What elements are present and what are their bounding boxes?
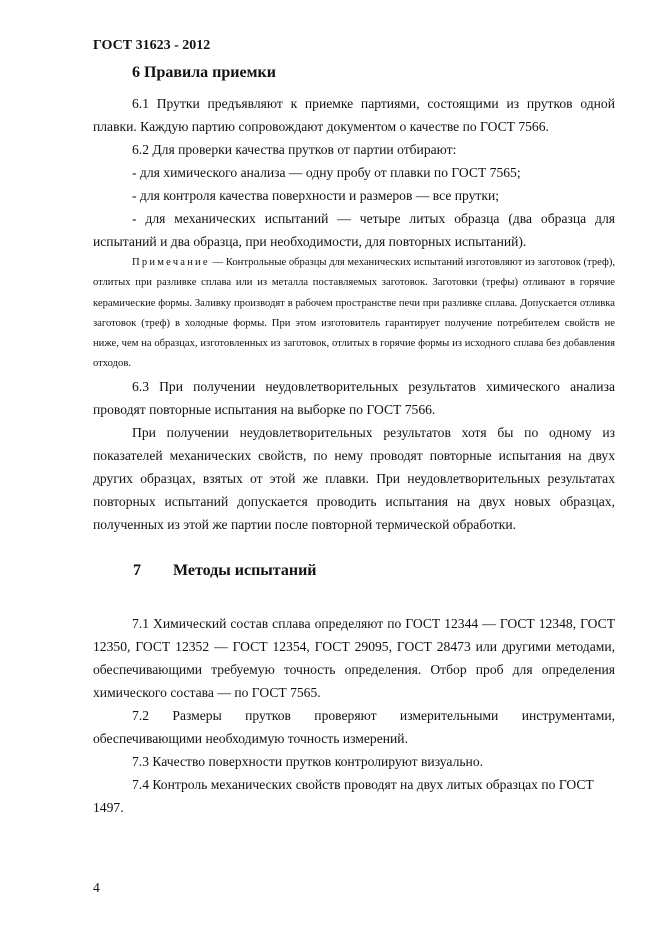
list-item-surface: - для контроля качества поверхности и размеров — все прутки; bbox=[132, 188, 500, 203]
paragraph-6-1: 6.1 Прутки предъявляют к приемке партиями, состоящими из прутков одной плавки. Каждую партию сопровождают документом о качестве по ГОСТ 7566. bbox=[93, 96, 615, 134]
paragraph-6-3: 6.3 При получении неудовлетворительных результатов химического анализа проводят повторные испытания на выборке по ГОСТ 7566. bbox=[93, 378, 615, 417]
section-7-number: 7 bbox=[133, 562, 141, 579]
paragraph-7-4: 7.4 Контроль механических свойств проводят на двух литых образцах по ГОСТ 1497. bbox=[93, 777, 594, 815]
document-code: ГОСТ 31623 - 2012 bbox=[93, 38, 211, 53]
note-label: Примечание bbox=[132, 257, 210, 268]
section-7-heading bbox=[133, 562, 317, 580]
page-number: 4 bbox=[93, 880, 100, 895]
paragraph-6-3-continued: При получении неудовлетворительных результатов хотя бы по одному из показателей механических свойств, по нему проводят повторные испытания на двух других образцах, взятых от этой же плавки. При неудовлетворительных результатах повторных испытаний допускается проводить испытания на двух новых образцах, полученных из этой же партии после повторной термической обработки. bbox=[93, 424, 615, 532]
list-item-chemical: - для химического анализа — одну пробу от плавки по ГОСТ 7565; bbox=[132, 165, 521, 180]
list-item-mechanical: - для механических испытаний — четыре литых образца (два образца для испытаний и два образца, при необходимости, для повторных испытаний). bbox=[93, 211, 615, 249]
section-6-body bbox=[93, 92, 615, 536]
paragraph-7-3: 7.3 Качество поверхности прутков контролируют визуально. bbox=[132, 754, 484, 769]
section-7-body bbox=[93, 612, 615, 819]
section-7-title: Методы испытаний bbox=[173, 562, 317, 579]
note-block bbox=[93, 253, 615, 375]
paragraph-6-2: 6.2 Для проверки качества прутков от партии отбирают: bbox=[132, 142, 457, 157]
section-6-heading: 6 Правила приемки bbox=[132, 64, 276, 81]
paragraph-7-2: 7.2 Размеры прутков проверяют измерительными инструментами, обеспечивающими необходимую точность измерений. bbox=[93, 708, 615, 746]
paragraph-7-1: 7.1 Химический состав сплава определяют по ГОСТ 12344 — ГОСТ 12348, ГОСТ 12350, ГОСТ 12352 — ГОСТ 12354, ГОСТ 29095, ГОСТ 28473 или другими методами, обеспечивающими требуемую точность определения. Отбор проб для определения химического состава — по ГОСТ 7565. bbox=[93, 616, 615, 700]
note-text: — Контрольные образцы для механических испытаний изготовляют из заготовок (треф), отлитых при разливке сплава или из металла поставляемых заготовок. Заготовки (трефы) отливают в горячие керамические формы. Заливку производят в рабочем пространстве печи при разливке сплава. Допускается отливка заготовок (треф) в холодные формы. При этом изготовитель гарантирует получение потребителем свойств не ниже, чем на образцах, изготовленных из заготовок, отлитых в горячие формы из исходного сплава без добавления отходов. bbox=[93, 257, 615, 370]
